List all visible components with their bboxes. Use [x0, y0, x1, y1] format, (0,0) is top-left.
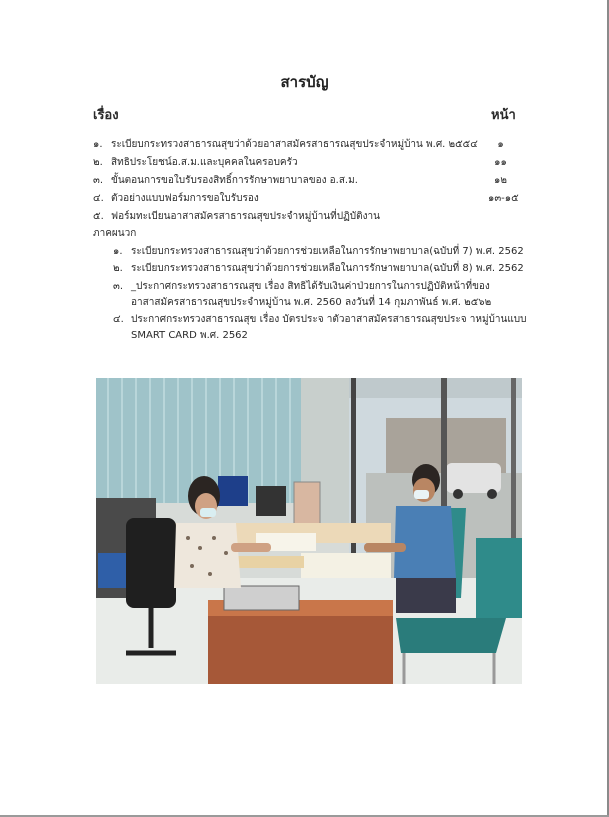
- toc-item: [93, 191, 519, 207]
- appendix-item-number: ๔.: [113, 314, 124, 325]
- toc-item-page: ๑๓-๑๕: [488, 193, 519, 204]
- appendix-item-text: _ประกาศกระทรวงสาธารณสุข เรื่อง สิทธิได้รับเงินค่าป่วยการในการปฏิบัติหน้าที่ของ: [131, 281, 490, 292]
- appendix-item-text: ระเบียบกระทรวงสาธารณสุขว่าด้วยการช่วยเหลือในการรักษาพยาบาล(ฉบับที่ 7) พ.ศ. 2562: [131, 246, 524, 257]
- appendix-item-number: ๑.: [113, 246, 123, 257]
- toc-item-text: ระเบียบกระทรวงสาธารณสุขว่าด้วยอาสาสมัครสาธารณสุขประจำหมู่บ้าน พ.ศ. ๒๕๕๔: [111, 139, 478, 150]
- page-title: สารบัญ: [280, 73, 329, 91]
- column-header-page: หน้า: [491, 108, 516, 123]
- appendix-item-text: ระเบียบกระทรวงสาธารณสุขว่าด้วยการช่วยเหลือในการรักษาพยาบาล(ฉบับที่ 8) พ.ศ. 2562: [131, 263, 524, 274]
- toc-item: [93, 173, 513, 189]
- appendix-item-text-continued: อาสาสมัครสาธารณสุขประจำหมู่บ้าน พ.ศ. 2560 ลงวันที่ 14 กุมภาพันธ์ พ.ศ. ๒๕๖๒: [131, 297, 492, 308]
- toc-item-number: ๒.: [93, 157, 103, 168]
- toc-item-text: ฟอร์มทะเบียนอาสาสมัครสาธารณสุขประจำหมู่บ้านที่ปฏิบัติงาน: [111, 211, 380, 222]
- toc-item-page: ๑๑: [494, 157, 507, 168]
- toc-item: [93, 209, 513, 225]
- toc-item-number: ๓.: [93, 175, 104, 186]
- toc-item-number: ๔.: [93, 193, 104, 204]
- appendix-item-text: ประกาศกระทรวงสาธารณสุข เรื่อง บัตรประจ าตัวอาสาสมัครสาธารณสุขประจ าหมู่บ้านแบบ: [131, 314, 527, 325]
- appendix-item-text-continued: SMART CARD พ.ศ. 2562: [131, 330, 248, 341]
- office-photo: [96, 378, 522, 684]
- toc-item-text: สิทธิประโยชน์อ.ส.ม.และบุคคลในครอบครัว: [111, 157, 298, 168]
- appendix-label: ภาคผนวก: [93, 228, 137, 239]
- column-header-topic: เรื่อง: [93, 108, 119, 123]
- toc-item: [93, 155, 513, 171]
- toc-item: [93, 137, 513, 153]
- appendix-item-number: ๒.: [113, 263, 123, 274]
- toc-item-number: ๑.: [93, 139, 103, 150]
- toc-item-page: ๑๒: [494, 175, 507, 186]
- office-photo-illustration: [96, 378, 522, 684]
- appendix-item-number: ๓.: [113, 281, 124, 292]
- toc-item-text: ขั้นตอนการขอใบรับรองสิทธิ์การรักษาพยาบาลของ อ.ส.ม.: [111, 175, 358, 186]
- toc-item-text: ตัวอย่างแบบฟอร์มการขอใบรับรอง: [111, 193, 259, 204]
- toc-item-page: ๑: [497, 139, 504, 150]
- toc-item-number: ๕.: [93, 211, 104, 222]
